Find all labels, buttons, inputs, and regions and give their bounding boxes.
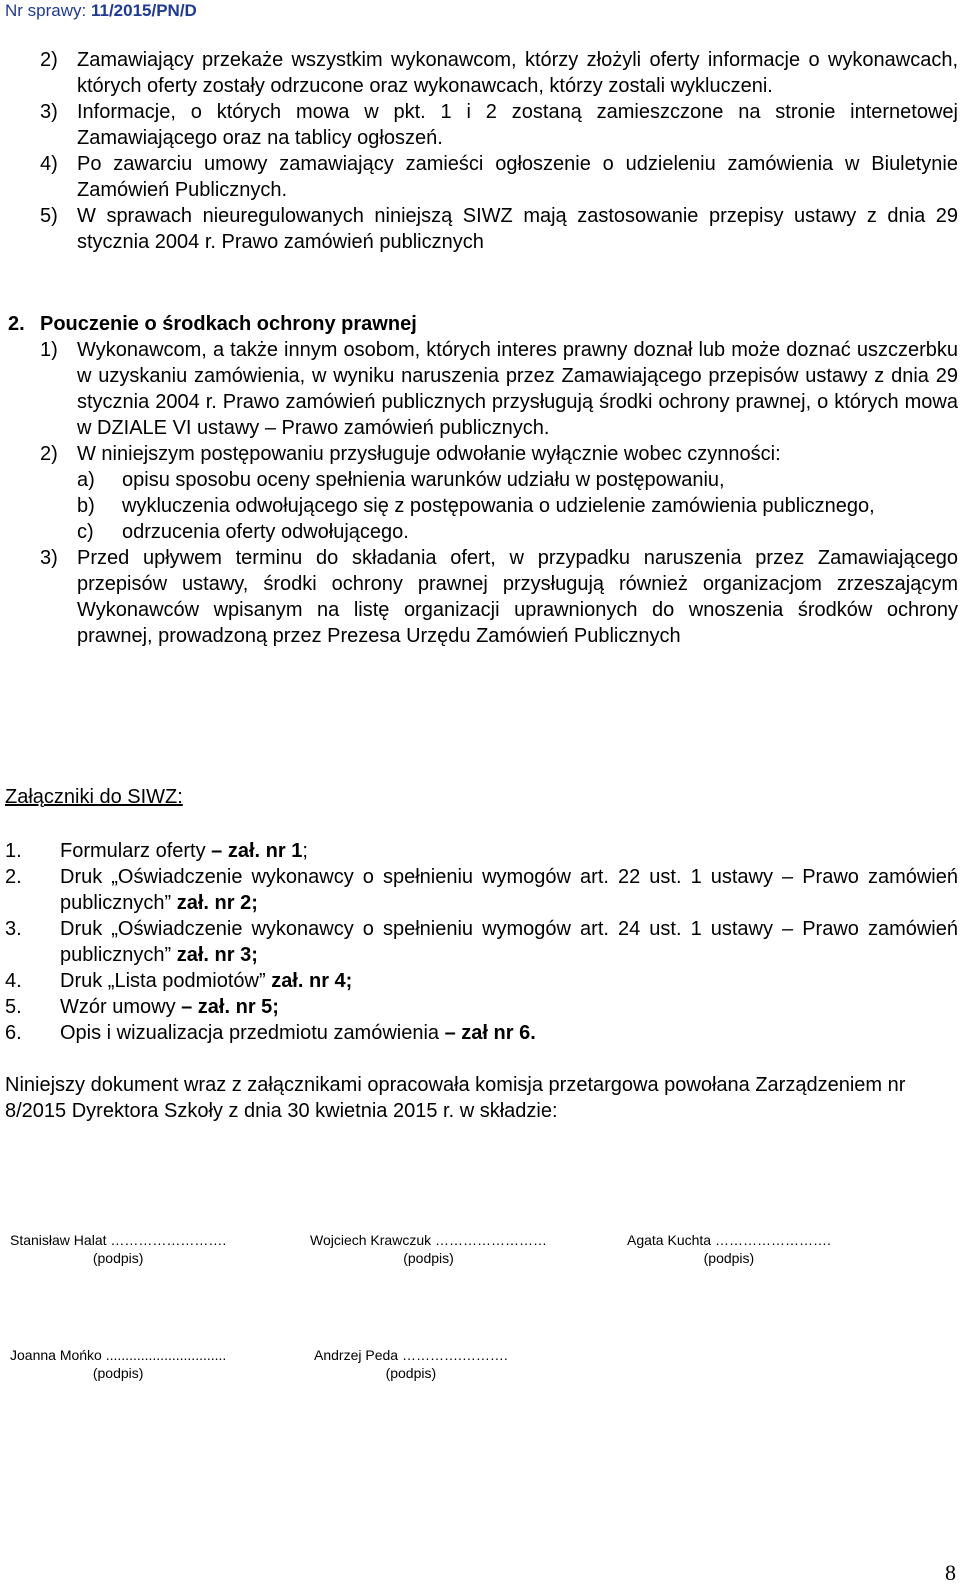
attachment-item: 5. Wzór umowy – zał. nr 5;: [5, 996, 279, 1018]
case-number-value: 11/2015/PN/D: [90, 1, 197, 20]
list-item: 4) Po zawarciu umowy zamawiający zamieści ogłoszenie o udzieleniu zamówienia w Biuletynie Zamówień Publicznych.: [40, 153, 958, 201]
signatory-name: Stanisław Halat …………………….: [10, 1232, 227, 1248]
signature-caption: (podpis): [385, 1365, 437, 1381]
signature-block: [310, 1232, 547, 1266]
signature-block: [314, 1347, 508, 1381]
page-number: 8: [945, 1560, 956, 1585]
section-title: Pouczenie o środkach ochrony prawnej: [40, 313, 417, 335]
signature-caption: (podpis): [92, 1250, 144, 1266]
case-number-header: [5, 0, 199, 21]
attachments-list: [5, 838, 958, 1046]
list-item: 1) Wykonawcom, a także innym osobom, których interes prawny doznał lub może doznać uszczerbku w uzyskaniu zamówienia, w wyniku naruszenia przez Zamawiającego przepisów ustawy z dnia 29 stycznia 2004 r. Prawo zamówień publicznych przysługują środki ochrony prawnej, o których mowa w DZIALE VI ustawy – Prawo zamówień publicznych.: [40, 339, 958, 439]
signature-block: [10, 1347, 226, 1381]
signatory-name: Agata Kuchta …………………….: [627, 1232, 831, 1248]
signatory-name: Andrzej Peda ………….……….: [314, 1347, 508, 1363]
attachment-item: 3. Druk „Oświadczenie wykonawcy o spełnieniu wymogów art. 24 ust. 1 ustawy – Prawo zamówień publicznych” zał. nr 3;: [5, 918, 958, 966]
info-list: [40, 47, 958, 255]
legal-remedies-list: [40, 337, 958, 649]
section-number: 2.: [8, 313, 25, 335]
section-heading: [8, 311, 417, 337]
list-item: 5) W sprawach nieuregulowanych niniejszą SIWZ mają zastosowanie przepisy ustawy z dnia 29 stycznia 2004 r. Prawo zamówień publicznych: [40, 205, 958, 253]
signatory-name: Joanna Mońko ...............................: [10, 1347, 227, 1363]
sub-list: [77, 467, 958, 545]
attachment-item: 1. Formularz oferty – zał. nr 1;: [5, 840, 308, 862]
list-item: 2) Zamawiający przekaże wszystkim wykonawcom, którzy złożyli oferty informacje o wykonawcach, których oferty zostały odrzucone oraz wykonawcach, którzy zostali wykluczeni.: [40, 49, 958, 97]
signatory-name: Wojciech Krawczuk ……………………: [310, 1232, 548, 1248]
sub-list-item: c) odrzucenia oferty odwołującego.: [77, 521, 409, 543]
list-item: 2) W niniejszym postępowaniu przysługuje odwołanie wyłącznie wobec czynności:: [40, 443, 781, 465]
signature-caption: (podpis): [92, 1365, 144, 1381]
signature-block: [10, 1232, 226, 1266]
attachment-item: 2. Druk „Oświadczenie wykonawcy o spełnieniu wymogów art. 22 ust. 1 ustawy – Prawo zamówień publicznych” zał. nr 2;: [5, 866, 958, 914]
sub-list-item: b) wykluczenia odwołującego się z postępowania o udzielenie zamówienia publicznego,: [77, 495, 875, 517]
signature-caption: (podpis): [403, 1250, 454, 1266]
attachments-heading: Załączniki do SIWZ:: [5, 786, 183, 808]
signature-caption: (podpis): [703, 1250, 755, 1266]
closing-paragraph: Niniejszy dokument wraz z załącznikami opracowała komisja przetargowa powołana Zarządzeniem nr 8/2015 Dyrektora Szkoły z dnia 30 kwietnia 2015 r. w składzie:: [5, 1074, 906, 1122]
signature-block: [627, 1232, 831, 1266]
sub-list-item: a) opisu sposobu oceny spełnienia warunków udziału w postępowaniu,: [77, 469, 725, 491]
list-item: 3) Informacje, o których mowa w pkt. 1 i 2 zostaną zamieszczone na stronie internetowej Zamawiającego oraz na tablicy ogłoszeń.: [40, 101, 958, 149]
list-item: 3) Przed upływem terminu do składania ofert, w przypadku naruszenia przez Zamawiającego przepisów ustawy, środki ochrony prawnej przysługują również organizacjom zrzeszającym Wykonawców wpisanym na listę organizacji uprawnionych do wnoszenia środków ochrony prawnej, prowadzoną przez Prezesa Urzędu Zamówień Publicznych: [40, 547, 958, 647]
case-number-label: Nr sprawy:: [5, 1, 91, 20]
attachment-item: 6. Opis i wizualizacja przedmiotu zamówienia – zał nr 6.: [5, 1022, 536, 1044]
attachment-item: 4. Druk „Lista podmiotów” zał. nr 4;: [5, 970, 353, 992]
